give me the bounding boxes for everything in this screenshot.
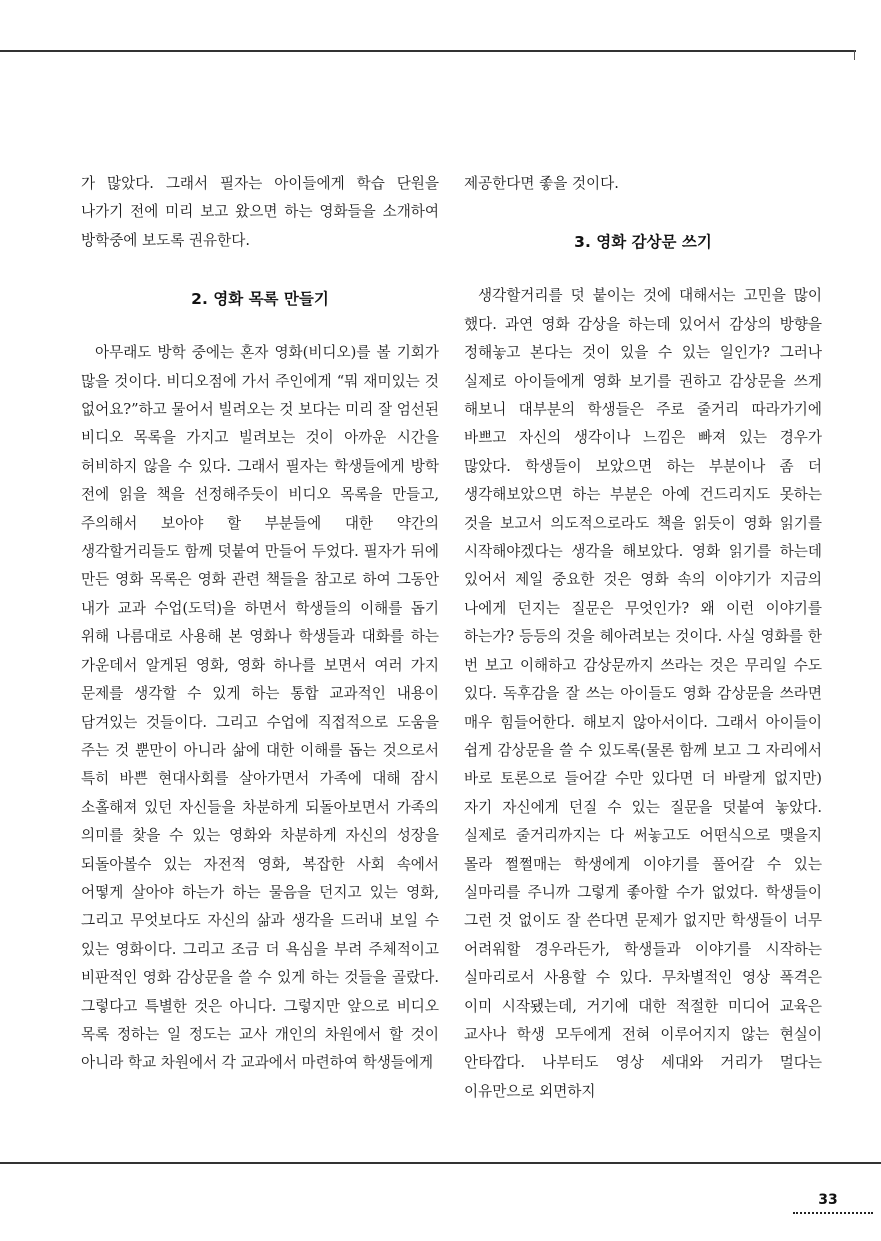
left-column xyxy=(81,170,439,1078)
right-column xyxy=(464,170,822,1106)
section-2-heading: 2. 영화 목록 만들기 xyxy=(191,290,329,309)
section-3-heading: 3. 영화 감상문 쓰기 xyxy=(574,233,712,252)
bottom-rule xyxy=(0,1162,881,1164)
page-number-underline xyxy=(793,1212,873,1214)
section-2-paragraph: 아무래도 방학 중에는 혼자 영화(비디오)를 볼 기회가 많을 것이다. 비디오점에 가서 주인에게 “뭐 재미있는 것 없어요?”하고 물어서 빌려오는 것 보다는 미리 잘 엄선된 비디오 목록을 가지고 빌려보는 것이 아까운 시간을 허비하지 않을 수 있다. 그래서 필자는 학생들에게 방학 전에 읽을 책을 선정해주듯이 비디오 목록을 만들고, 주의해서 보아야 할 부분들에 대한 약간의 생각할거리들도 함께 덧붙여 만들어 두었다. 필자가 뒤에 만든 영화 목록은 영화 관련 책들을 참고로 하여 그동안 내가 교과 수업(도덕)을 하면서 학생들의 이해를 돕기 위해 나름대로 사용해 본 영화나 학생들과 대화를 하는 가운데서 알게된 영화, 영화 하나를 보면서 여러 가지 문제를 생각할 수 있게 하는 통합 교과적인 내용이 담겨있는 것들이다. 그리고 수업에 직접적으로 도움을 주는 것 뿐만이 아니라 삶에 대한 이해를 돕는 것으로서 특히 바쁜 현대사회를 살아가면서 가족에 대해 잠시 소홀해져 있던 자신들을 차분하게 되돌아보면서 가족의 의미를 찾을 수 있는 영화와 차분하게 자신의 성장을 되돌아볼수 있는 자전적 영화, 복잡한 사회 속에서 어떻게 살아야 하는가 하는 물음을 던지고 있는 영화, 그리고 무엇보다도 자신의 삶과 생각을 드러내 보일 수 있는 영화이다. 그리고 조금 더 욕심을 부려 주체적이고 비판적인 영화 감상문을 쓸 수 있게 하는 것들을 골랐다. 그렇다고 특별한 것은 아니다. 그렇지만 앞으로 비디오 목록 정하는 일 정도는 교사 개인의 차원에서 할 것이 아니라 학교 차원에서 각 교과에서 마련하여 학생들에게 xyxy=(81,344,439,1072)
page-number: 33 xyxy=(818,1192,838,1208)
left-intro-paragraph: 가 많았다. 그래서 필자는 아이들에게 학습 단원을 나가기 전에 미리 보고 왔으면 하는 영화들을 소개하여 방학중에 보도록 권유한다. xyxy=(81,175,439,249)
top-rule-tick xyxy=(854,50,855,60)
section-3-paragraph: 생각할거리를 덧 붙이는 것에 대해서는 고민을 많이 했다. 과연 영화 감상을 하는데 있어서 감상의 방향을 정해놓고 본다는 것이 있을 수 있는 일인가? 그러나 실제로 아이들에게 영화 보기를 권하고 감상문을 쓰게 해보니 대부분의 학생들은 주로 줄거리 따라가기에 바쁘고 자신의 생각이나 느낌은 빠져 있는 경우가 많았다. 학생들이 보았으면 하는 부분이나 좀 더 생각해보았으면 하는 부분은 아예 건드리지도 못하는 것을 보고서 의도적으로라도 책을 읽듯이 영화 읽기를 시작해야겠다는 생각을 해보았다. 영화 읽기를 하는데 있어서 제일 중요한 것은 영화 속의 이야기가 지금의 나에게 던지는 질문은 무엇인가? 왜 이런 이야기를 하는가? 등등의 것을 헤아려보는 것이다. 사실 영화를 한 번 보고 이해하고 감상문까지 쓰라는 것은 무리일 수도 있다. 독후감을 잘 쓰는 아이들도 영화 감상문을 쓰라면 매우 힘들어한다. 해보지 않아서이다. 그래서 아이들이 쉽게 감상문을 쓸 수 있도록(물론 함께 보고 그 자리에서 바로 토론으로 들어갈 수만 있다면 더 바랄게 없지만) 자기 자신에게 던질 수 있는 질문을 덧붙여 놓았다. 실제로 줄거리까지는 다 써놓고도 어떤식으로 맺을지 몰라 쩔쩔매는 학생에게 이야기를 풀어갈 수 있는 실마리를 주니까 그렇게 좋아할 수가 없었다. 학생들이 그런 것 없이도 잘 쓴다면 문제가 없지만 학생들이 너무 어려워할 경우라든가, 학생들과 이야기를 시작하는 실마리로서 사용할 수 있다. 무차별적인 영상 폭격은 이미 시작됐는데, 거기에 대한 적절한 미디어 교육은 교사나 학생 모두에게 전혀 이루어지지 않는 현실이 안타깝다. 나부터도 영상 세대와 거리가 멀다는 이유만으로 외면하지 xyxy=(464,287,822,1100)
top-rule xyxy=(0,50,856,52)
right-intro-paragraph: 제공한다면 좋을 것이다. xyxy=(464,175,619,192)
